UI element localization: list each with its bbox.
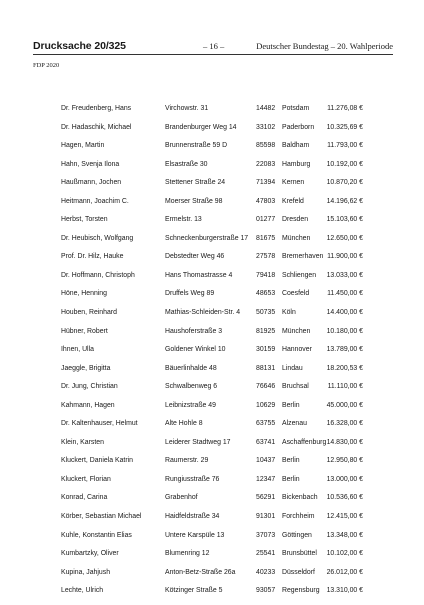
- street-address: Brunnenstraße 59 D: [165, 142, 228, 150]
- table-row: [0, 549, 424, 568]
- city: Paderborn: [282, 123, 315, 131]
- donation-amount: 18.200,53 €: [326, 364, 363, 372]
- street-address: Mathias-Schleiden-Str. 4: [165, 309, 241, 317]
- donation-amount: 16.328,00 €: [326, 420, 363, 428]
- donation-amount: 10.102,00 €: [326, 550, 363, 558]
- city: Forchheim: [282, 513, 315, 521]
- city: Brunsbüttel: [282, 550, 317, 558]
- donation-amount: 12.415,00 €: [326, 513, 363, 521]
- street-address: Hans Thomastrasse 4: [165, 271, 233, 279]
- postal-code: 40233: [256, 568, 276, 576]
- table-row: [0, 419, 424, 438]
- donation-amount: 13.310,00 €: [326, 587, 363, 595]
- table-row: [0, 160, 424, 179]
- city: Bickenbach: [282, 494, 318, 502]
- city: Aschaffenburg: [282, 438, 327, 446]
- donor-name: Dr. Freudenberg, Hans: [61, 105, 132, 112]
- donation-amount: 15.103,60 €: [326, 216, 363, 224]
- city: Göttingen: [282, 531, 312, 539]
- donor-name: Ihnen, Ulla: [61, 346, 94, 354]
- donor-name: Klein, Karsten: [61, 438, 104, 446]
- postal-code: 30159: [256, 346, 276, 354]
- table-row: [0, 289, 424, 308]
- city: Baldham: [282, 142, 310, 150]
- donor-name: Kumbartzky, Oliver: [61, 550, 119, 558]
- table-row: [0, 531, 424, 550]
- postal-code: 93057: [256, 587, 276, 595]
- street-address: Kötzinger Straße 5: [165, 587, 223, 595]
- donation-amount: 14.830,00 €: [326, 438, 363, 446]
- table-row: [0, 512, 424, 531]
- street-address: Alte Hohle 8: [165, 420, 203, 428]
- donation-amount: 12.950,80 €: [326, 457, 363, 465]
- street-address: Brandenburger Weg 14: [165, 123, 237, 131]
- donor-name: Dr. Jung, Christian: [61, 383, 118, 391]
- street-address: Raumerstr. 29: [165, 457, 209, 465]
- table-row: [0, 271, 424, 290]
- donor-name: Heitmann, Joachim C.: [61, 197, 129, 205]
- donor-name: Dr. Hoffmann, Christoph: [61, 271, 135, 279]
- donation-amount: 11.900,00 €: [327, 253, 363, 261]
- donation-amount: 10.536,60 €: [326, 494, 363, 502]
- postal-code: 56291: [256, 494, 276, 502]
- street-address: Haushoferstraße 3: [165, 327, 223, 335]
- donation-amount: 14.196,62 €: [326, 197, 363, 205]
- donor-name: Prof. Dr. Hilz, Hauke: [61, 253, 124, 261]
- street-address: Haidfeldstraße 34: [165, 513, 220, 521]
- city: Kernen: [282, 179, 305, 187]
- street-address: Goldener Winkel 10: [165, 346, 226, 354]
- donor-name: Dr. Heubisch, Wolfgang: [61, 234, 134, 242]
- city: Berlin: [282, 475, 300, 483]
- donor-name: Konrad, Carina: [61, 494, 108, 502]
- postal-code: 88131: [256, 364, 276, 372]
- table-row: [0, 345, 424, 364]
- street-address: Schwalbenweg 6: [165, 383, 218, 391]
- donation-amount: 13.789,00 €: [326, 346, 363, 354]
- donor-name: Hahn, Svenja Ilona: [61, 160, 120, 168]
- page-number: – 16 –: [203, 41, 225, 51]
- donor-name: Hagen, Martin: [61, 142, 105, 150]
- postal-code: 50735: [256, 309, 276, 317]
- postal-code: 01277: [256, 216, 276, 224]
- street-address: Untere Karspüle 13: [165, 531, 225, 539]
- postal-code: 81925: [256, 327, 276, 335]
- donation-amount: 11.110,00 €: [327, 383, 363, 391]
- city: Lindau: [282, 364, 303, 372]
- city: Potsdam: [282, 105, 310, 112]
- donation-amount: 10.870,20 €: [326, 179, 363, 187]
- city: Krefeld: [282, 197, 304, 205]
- donor-name: Kupina, Jahjush: [61, 568, 111, 576]
- document-number: Drucksache 20/325: [33, 40, 126, 52]
- table-row: [0, 456, 424, 475]
- postal-code: 81675: [256, 234, 276, 242]
- donor-name: Kuhle, Konstantin Elias: [61, 531, 132, 539]
- donor-name: Kluckert, Florian: [61, 475, 111, 483]
- street-address: Rungiusstraße 76: [165, 475, 220, 483]
- postal-code: 14482: [256, 105, 276, 112]
- table-row: [0, 493, 424, 512]
- donor-name: Dr. Kaltenhauser, Helmut: [61, 420, 138, 428]
- table-row: [0, 197, 424, 216]
- city: Bruchsal: [282, 383, 309, 391]
- city: Hannover: [282, 346, 312, 354]
- postal-code: 10437: [256, 457, 276, 465]
- donation-amount: 13.000,00 €: [326, 475, 363, 483]
- postal-code: 22083: [256, 160, 276, 168]
- donation-amount: 11.276,08 €: [327, 105, 363, 112]
- postal-code: 47803: [256, 197, 276, 205]
- donor-name: Körber, Sebastian Michael: [61, 513, 142, 521]
- postal-code: 10629: [256, 401, 276, 409]
- donation-amount: 26.012,00 €: [326, 568, 363, 576]
- party-year-label: FDP 2020: [33, 62, 60, 69]
- table-row: [0, 364, 424, 383]
- street-address: Blumenring 12: [165, 550, 210, 558]
- city: Berlin: [282, 401, 300, 409]
- donation-amount: 12.650,00 €: [326, 234, 363, 242]
- city: Alzenau: [282, 420, 307, 428]
- donor-name: Herbst, Torsten: [61, 216, 108, 224]
- city: Dresden: [282, 216, 309, 224]
- postal-code: 27578: [256, 253, 276, 261]
- donation-amount: 14.400,00 €: [326, 309, 363, 317]
- street-address: Leibnizstraße 49: [165, 401, 216, 409]
- postal-code: 48653: [256, 290, 276, 298]
- page-header: [33, 38, 393, 55]
- table-row: [0, 141, 424, 160]
- street-address: Debstedter Weg 46: [165, 253, 225, 261]
- table-row: [0, 178, 424, 197]
- table-row: [0, 568, 424, 587]
- table-row: [0, 215, 424, 234]
- table-row: [0, 104, 424, 123]
- donor-name: Hübner, Robert: [61, 327, 108, 335]
- donation-amount: 11.450,00 €: [327, 290, 363, 298]
- postal-code: 63741: [256, 438, 276, 446]
- street-address: Elsastraße 30: [165, 160, 208, 168]
- table-row: [0, 252, 424, 271]
- city: Bremerhaven: [282, 253, 324, 261]
- donor-name: Houben, Reinhard: [61, 309, 117, 317]
- donor-name: Lechte, Ulrich: [61, 587, 104, 595]
- donation-amount: 45.000,00 €: [326, 401, 363, 409]
- city: Schliengen: [282, 271, 317, 279]
- table-row: [0, 382, 424, 401]
- donation-amount: 13.348,00 €: [326, 531, 363, 539]
- donation-amount: 11.793,00 €: [327, 142, 363, 150]
- postal-code: 85598: [256, 142, 276, 150]
- street-address: Stettener Straße 24: [165, 179, 226, 187]
- postal-code: 12347: [256, 475, 276, 483]
- street-address: Moerser Straße 98: [165, 197, 223, 205]
- city: Coesfeld: [282, 290, 310, 298]
- city: München: [282, 234, 311, 242]
- city: Hamburg: [282, 160, 311, 168]
- street-address: Leiderer Stadtweg 17: [165, 438, 231, 446]
- donor-name: Haußmann, Jochen: [61, 179, 122, 187]
- postal-code: 25541: [256, 550, 276, 558]
- postal-code: 76646: [256, 383, 276, 391]
- postal-code: 63755: [256, 420, 276, 428]
- donor-name: Dr. Hadaschik, Michael: [61, 123, 132, 131]
- postal-code: 33102: [256, 123, 276, 131]
- city: Regensburg: [282, 587, 320, 595]
- street-address: Druffels Weg 89: [165, 290, 215, 298]
- city: München: [282, 327, 311, 335]
- table-row: [0, 327, 424, 346]
- table-row: [0, 438, 424, 457]
- donor-list: [0, 104, 424, 605]
- street-address: Schneckenburgerstraße 17: [165, 234, 249, 242]
- street-address: Virchowstr. 31: [165, 105, 209, 112]
- donor-name: Kahmann, Hagen: [61, 401, 115, 409]
- table-row: [0, 475, 424, 494]
- table-row: [0, 401, 424, 420]
- donation-amount: 10.192,00 €: [326, 160, 363, 168]
- city: Düsseldorf: [282, 568, 315, 576]
- donor-name: Kluckert, Daniela Katrin: [61, 457, 134, 465]
- postal-code: 37073: [256, 531, 276, 539]
- donor-name: Jaeggle, Brigitta: [61, 364, 111, 372]
- donation-amount: 10.180,00 €: [326, 327, 363, 335]
- donation-amount: 13.033,00 €: [326, 271, 363, 279]
- table-row: [0, 308, 424, 327]
- street-address: Anton-Betz-Straße 26a: [165, 568, 236, 576]
- city: Köln: [282, 309, 296, 317]
- postal-code: 71394: [256, 179, 276, 187]
- table-row: [0, 586, 424, 605]
- street-address: Grabenhof: [165, 494, 198, 502]
- donation-amount: 10.325,69 €: [326, 123, 363, 131]
- street-address: Ermelstr. 13: [165, 216, 202, 224]
- table-row: [0, 123, 424, 142]
- city: Berlin: [282, 457, 300, 465]
- postal-code: 91301: [256, 513, 276, 521]
- street-address: Bäuerlinhalde 48: [165, 364, 217, 372]
- postal-code: 79418: [256, 271, 276, 279]
- donor-name: Höne, Henning: [61, 290, 107, 298]
- legislative-period: Deutscher Bundestag – 20. Wahlperiode: [256, 41, 393, 51]
- table-row: [0, 234, 424, 253]
